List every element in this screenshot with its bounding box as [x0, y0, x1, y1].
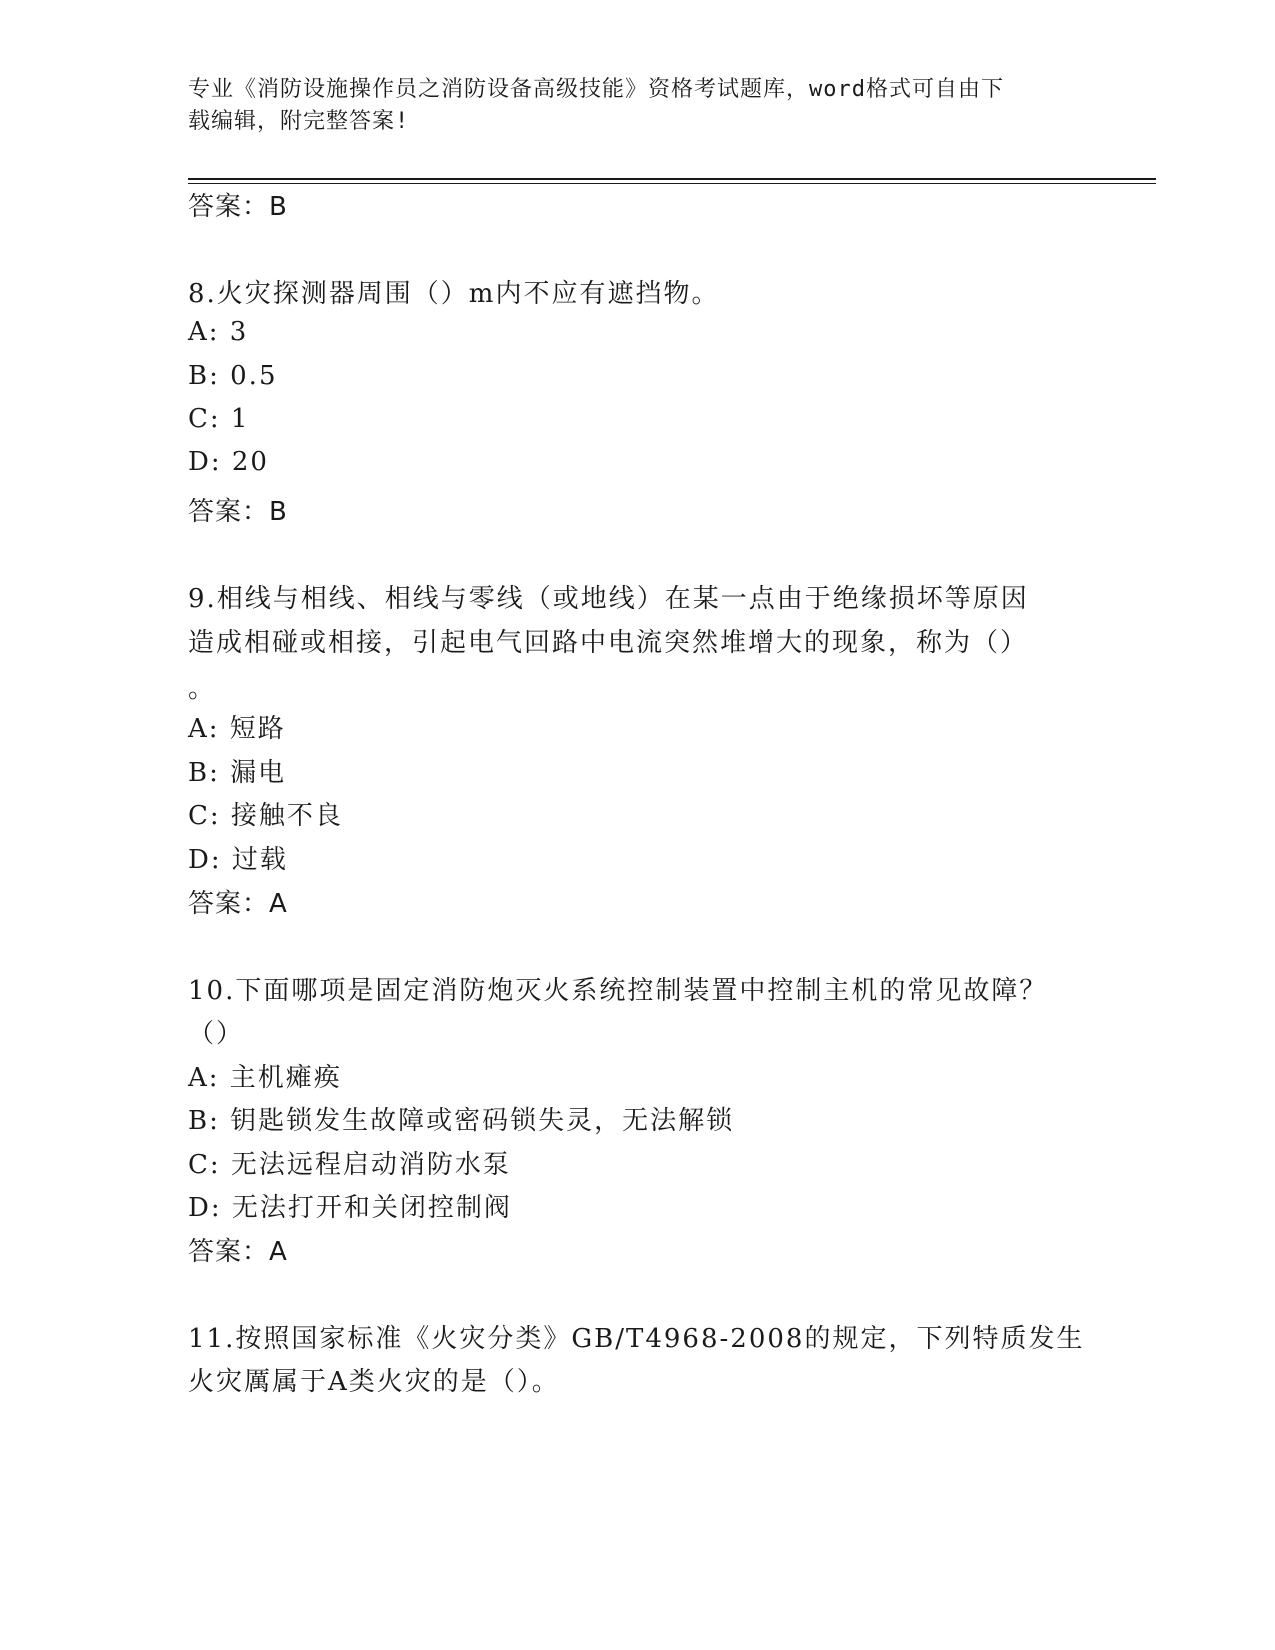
question-stem: 火灾厲属于A类火灾的是（）。	[188, 1367, 560, 1397]
option-b: B: 漏电	[188, 758, 287, 788]
header-line-2: 载编辑，附完整答案!	[188, 109, 410, 134]
option-c: C: 1	[188, 404, 250, 434]
question-stem: 造成相碰或相接，引起电气回路中电流突然堆增大的现象，称为（）	[188, 628, 1029, 658]
answer-line: 答案：B	[188, 192, 288, 222]
question-stem: 。	[188, 674, 217, 704]
option-d: D: 20	[188, 447, 269, 477]
option-b: B: 0.5	[188, 361, 278, 391]
document-page	[188, 0, 1158, 1650]
question-stem: 11.按照国家标准《火灾分类》GB/T4968-2008的规定，下列特质发生	[188, 1324, 1085, 1354]
option-a: A: 主机瘫痪	[188, 1063, 342, 1093]
option-a: A: 短路	[188, 714, 286, 744]
answer-line: 答案：A	[188, 889, 288, 919]
question-stem: 8.火灾探测器周围（）m内不应有遮挡物。	[188, 279, 720, 309]
question-stem: 10.下面哪项是固定消防炮灭火系统控制装置中控制主机的常见故障？	[188, 976, 1048, 1006]
option-b: B: 钥匙锁发生故障或密码锁失灵，无法解锁	[188, 1106, 735, 1136]
option-a: A: 3	[188, 317, 249, 347]
question-stem: 9.相线与相线、相线与零线（或地线）在某一点由于绝缘损坏等原因	[188, 584, 1029, 614]
option-d: D: 无法打开和关闭控制阀	[188, 1193, 512, 1223]
header-line-1: 专业《消防设施操作员之消防设备高级技能》资格考试题库，word格式可自由下	[188, 77, 1004, 102]
header-divider	[188, 178, 1156, 184]
answer-line: 答案：B	[188, 497, 288, 527]
option-c: C: 无法远程启动消防水泵	[188, 1150, 511, 1180]
option-d: D: 过载	[188, 845, 288, 875]
question-stem: （）	[188, 1019, 245, 1049]
answer-line: 答案：A	[188, 1237, 288, 1267]
option-c: C: 接触不良	[188, 801, 343, 831]
document-header	[188, 74, 1058, 138]
